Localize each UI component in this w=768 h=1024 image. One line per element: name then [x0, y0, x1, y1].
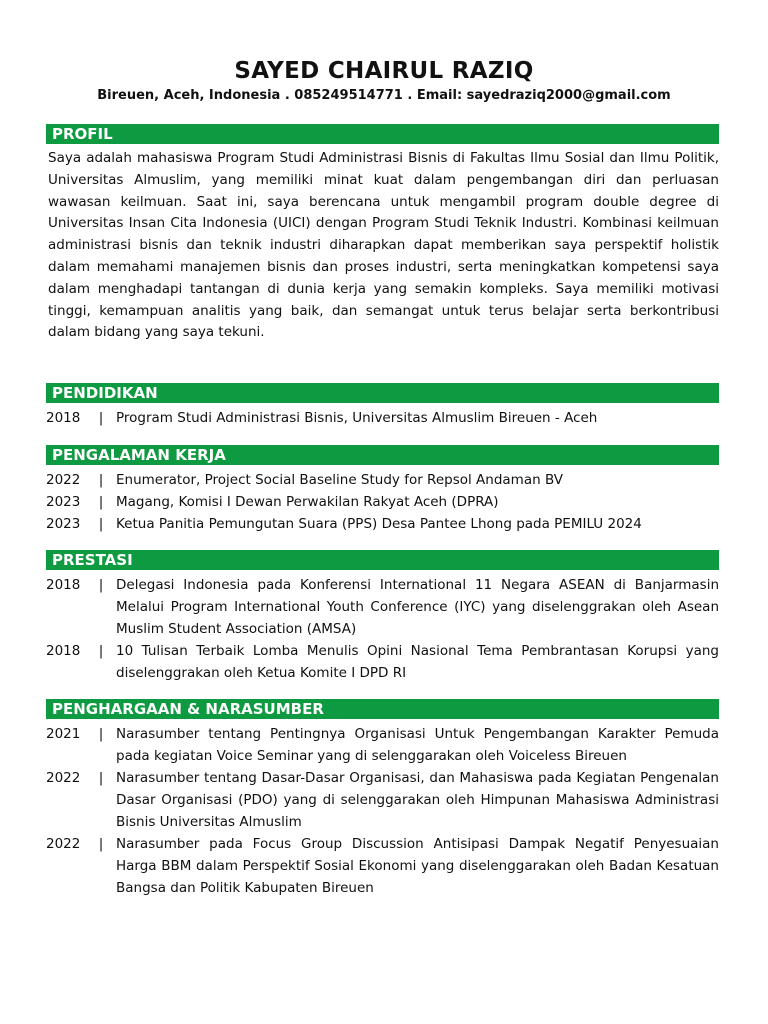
item-separator: |: [98, 726, 104, 742]
list-item: [46, 833, 719, 899]
profil-text: Saya adalah mahasiswa Program Studi Administrasi Bisnis di Fakultas Ilmu Sosial dan Ilmu Politik, Universitas Almuslim, yang memiliki minat kuat dalam pengembangan diri dan perluasan wawasan keilmuan. Saat ini, saya berencana untuk mengambil program double degree di Universitas Insan Cita Indonesia (UICI) dengan Program Studi Teknik Industri. Kombinasi keilmuan administrasi bisnis dan teknik industri diharapkan dapat memberikan saya perspektif holistik dalam memahami manajemen bisnis dan proses industri, serta meningkatkan kompetensi saya dalam menghadapi tantangan di dunia kerja yang semakin kompleks. Saya memiliki motivasi tinggi, kemampuan analitis yang baik, dan semangat untuk terus belajar serta berkontribusi dalam bidang yang saya tekuni.: [48, 150, 719, 341]
prestasi-section: [46, 550, 719, 684]
item-text: Narasumber tentang Pentingnya Organisasi Untuk Pengembangan Karakter Pemuda pada kegiatan Voice Seminar yang di selenggarakan oleh Voiceless Bireuen: [116, 726, 719, 764]
penghargaan-section: [46, 699, 719, 899]
pengalaman-section: [46, 445, 719, 535]
item-year: 2018: [46, 577, 81, 593]
contact-line: Bireuen, Aceh, Indonesia . 085249514771 . Email: sayedraziq2000@gmail.com: [97, 88, 671, 103]
item-separator: |: [98, 577, 104, 593]
item-text: Narasumber pada Focus Group Discussion Antisipasi Dampak Negatif Penyesuaian Harga BBM dalam Perspektif Sosial Ekonomi yang diselenggarakan oleh Badan Kesatuan Bangsa dan Politik Kabupaten Bireuen: [116, 836, 719, 896]
list-item: [46, 469, 719, 491]
list-item: [46, 723, 719, 767]
item-separator: |: [98, 410, 104, 426]
item-text: 10 Tulisan Terbaik Lomba Menulis Opini Nasional Tema Pembrantasan Korupsi yang diselenggrakan oleh Ketua Komite I DPD RI: [116, 643, 719, 681]
pengalaman-header: PENGALAMAN KERJA: [46, 445, 719, 465]
item-separator: |: [98, 770, 104, 786]
list-item: [46, 407, 719, 429]
item-text: Magang, Komisi I Dewan Perwakilan Rakyat Aceh (DPRA): [116, 494, 499, 510]
item-year: 2022: [46, 836, 81, 852]
item-year: 2022: [46, 770, 81, 786]
list-item: [46, 491, 719, 513]
item-separator: |: [98, 494, 104, 510]
item-separator: |: [98, 836, 104, 852]
item-year: 2022: [46, 472, 81, 488]
item-year: 2021: [46, 726, 81, 742]
item-separator: |: [98, 643, 104, 659]
list-item: [46, 513, 719, 535]
item-year: 2018: [46, 643, 81, 659]
item-text: Enumerator, Project Social Baseline Study for Repsol Andaman BV: [116, 472, 564, 488]
item-separator: |: [98, 516, 104, 532]
item-year: 2023: [46, 494, 81, 510]
item-text: Narasumber tentang Dasar-Dasar Organisasi, dan Mahasiswa pada Kegiatan Pengenalan Dasar Organisasi (PDO) yang di selenggarakan oleh Himpunan Mahasiswa Administrasi Bisnis Universitas Almuslim: [116, 770, 719, 830]
penghargaan-header: PENGHARGAAN & NARASUMBER: [46, 699, 719, 719]
pendidikan-header: PENDIDIKAN: [46, 383, 719, 403]
item-text: Delegasi Indonesia pada Konferensi International 11 Negara ASEAN di Banjarmasin Melalui Program International Youth Conference (IYC) yang diselenggrakan oleh Asean Muslim Student Association (AMSA): [116, 577, 719, 637]
item-text: Program Studi Administrasi Bisnis, Universitas Almuslim Bireuen - Aceh: [116, 410, 598, 426]
prestasi-header: PRESTASI: [46, 550, 719, 570]
pendidikan-section: [46, 383, 719, 429]
list-item: [46, 574, 719, 640]
item-separator: |: [98, 472, 104, 488]
candidate-name: SAYED CHAIRUL RAZIQ: [234, 58, 534, 84]
list-item: [46, 640, 719, 684]
list-item: [46, 767, 719, 833]
profil-header: PROFIL: [46, 124, 719, 144]
item-text: Ketua Panitia Pemungutan Suara (PPS) Desa Pantee Lhong pada PEMILU 2024: [116, 516, 642, 532]
item-year: 2023: [46, 516, 81, 532]
profil-section: [46, 124, 719, 344]
item-year: 2018: [46, 410, 81, 426]
